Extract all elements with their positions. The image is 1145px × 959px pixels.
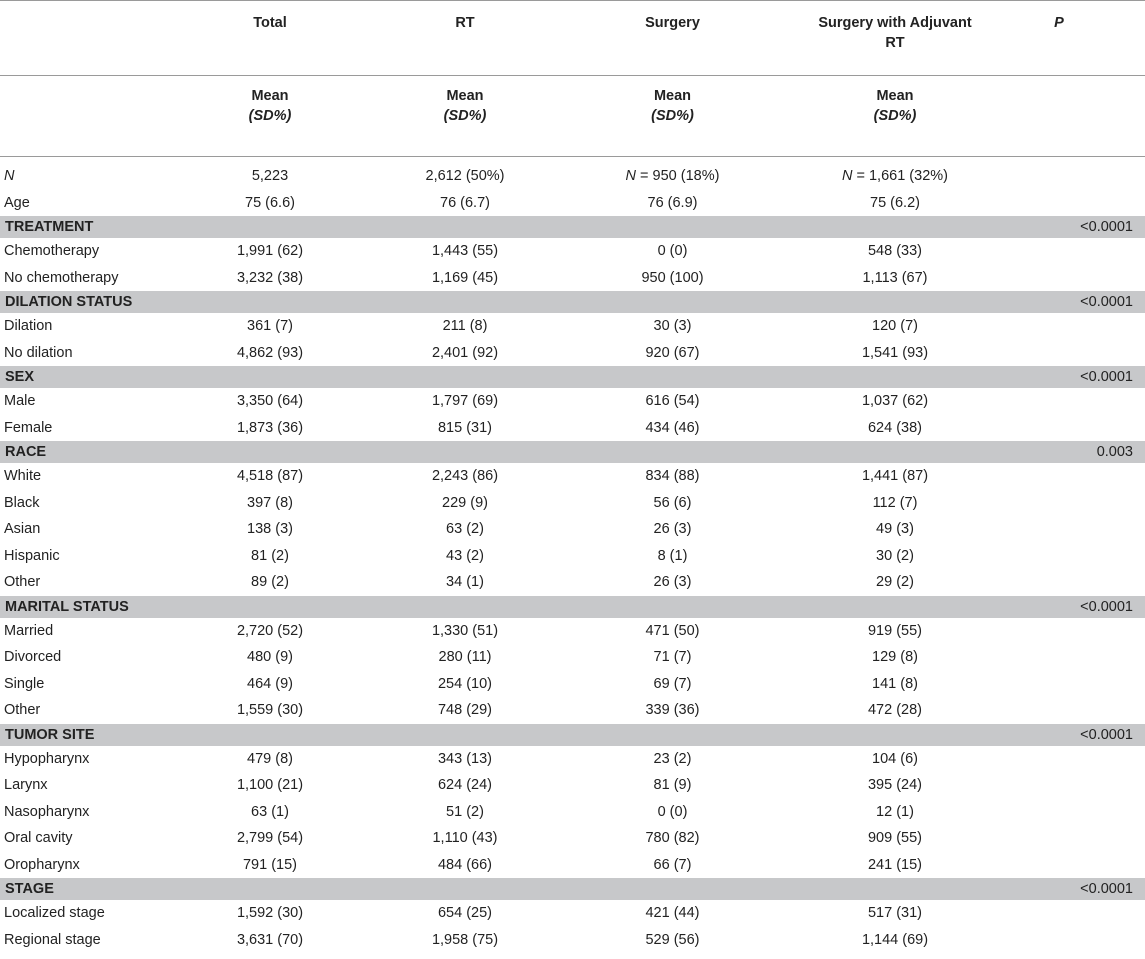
- row-p-cell: [1005, 825, 1145, 852]
- row-value-cell: 75 (6.6): [245, 194, 295, 211]
- section-header-row: [0, 596, 1145, 618]
- mean-label: Mean: [876, 88, 914, 104]
- table-row: [0, 340, 1145, 367]
- row-value-cell: 529 (56): [645, 931, 700, 948]
- row-value-cell: 1,037 (62): [861, 393, 929, 410]
- section-title: RACE: [0, 441, 1005, 463]
- row-value-cell: 120 (7): [872, 318, 918, 335]
- row-value-cell: 1,169 (45): [431, 269, 499, 286]
- row-label: Divorced: [4, 649, 62, 666]
- row-value-cell: 66 (7): [653, 856, 692, 873]
- section-header-row: [0, 291, 1145, 313]
- row-value-cell: 280 (11): [438, 649, 492, 666]
- table-row: [0, 900, 1145, 927]
- table-row: [0, 157, 1145, 190]
- row-value-cell: 75 (6.2): [870, 194, 920, 211]
- section-title: MARITAL STATUS: [0, 596, 1005, 618]
- row-p-cell: [1005, 746, 1145, 773]
- section-title: STAGE: [0, 878, 1005, 900]
- row-value-cell: 1,958 (75): [431, 931, 499, 948]
- row-p-cell: [1005, 313, 1145, 340]
- row-value-cell: N = 1,661 (32%): [841, 168, 948, 185]
- mean-label: Mean: [251, 88, 289, 104]
- row-label: Other: [4, 574, 41, 591]
- table-row: [0, 190, 1145, 217]
- row-value-cell: 480 (9): [247, 649, 293, 666]
- row-value-cell: 4,518 (87): [236, 468, 304, 485]
- table-row: [0, 415, 1145, 442]
- row-p-cell: [1005, 265, 1145, 292]
- col-header-surgery: Surgery: [645, 15, 700, 31]
- row-value-cell: 81 (9): [653, 777, 692, 794]
- row-label: Other: [4, 702, 41, 719]
- row-value-cell: 1,873 (36): [236, 419, 304, 436]
- column-header-row: [0, 1, 1145, 76]
- sd-label: (SD%): [651, 108, 694, 124]
- table-row: [0, 313, 1145, 340]
- row-value-cell: 484 (66): [437, 856, 492, 873]
- row-p-cell: [1005, 516, 1145, 543]
- row-value-cell: 2,243 (86): [431, 468, 499, 485]
- row-value-cell: 0 (0): [657, 243, 688, 260]
- row-value-cell: 1,592 (30): [236, 905, 304, 922]
- row-value-cell: 343 (13): [437, 750, 492, 767]
- row-value-cell: 138 (3): [247, 521, 293, 538]
- sd-label: (SD%): [248, 108, 292, 124]
- row-p-cell: [1005, 799, 1145, 826]
- row-value-cell: 2,401 (92): [431, 344, 499, 361]
- row-label: Nasopharynx: [4, 803, 90, 820]
- row-value-cell: 1,113 (67): [862, 269, 928, 286]
- row-value-cell: 1,110 (43): [432, 830, 498, 847]
- row-value-cell: 1,541 (93): [861, 344, 929, 361]
- row-p-cell: [1005, 340, 1145, 367]
- row-value-cell: 49 (3): [876, 521, 914, 538]
- table-row: [0, 618, 1145, 645]
- mean-label: Mean: [653, 88, 692, 104]
- col-header-surgery-adjuvant-rt: Surgery with Adjuvant RT: [818, 15, 972, 51]
- mean-label: Mean: [446, 88, 484, 104]
- row-p-cell: [1005, 671, 1145, 698]
- row-label: Larynx: [4, 777, 48, 794]
- row-label: N: [4, 168, 15, 185]
- row-label: No dilation: [4, 344, 73, 361]
- row-label: Asian: [4, 521, 41, 538]
- row-p-cell: [1005, 697, 1145, 724]
- row-value-cell: 1,144 (69): [861, 931, 929, 948]
- row-value-cell: 1,100 (21): [236, 777, 304, 794]
- row-value-cell: 1,443 (55): [431, 243, 499, 260]
- table-row: [0, 265, 1145, 292]
- section-header-row: [0, 216, 1145, 238]
- section-p-value: <0.0001: [1005, 878, 1145, 900]
- row-p-cell: [1005, 157, 1145, 190]
- row-value-cell: 56 (6): [653, 494, 692, 511]
- table-row: [0, 238, 1145, 265]
- row-p-cell: [1005, 852, 1145, 879]
- row-value-cell: 23 (2): [653, 750, 692, 767]
- table-row: [0, 463, 1145, 490]
- row-value-cell: 1,991 (62): [236, 243, 304, 260]
- row-label: Chemotherapy: [4, 243, 100, 260]
- row-label: Black: [4, 494, 40, 511]
- row-p-cell: [1005, 543, 1145, 570]
- row-value-cell: 30 (2): [876, 547, 914, 564]
- mean-sd-header: [560, 76, 785, 157]
- row-value-cell: 129 (8): [872, 649, 918, 666]
- row-value-cell: 241 (15): [867, 856, 922, 873]
- row-value-cell: 69 (7): [653, 675, 692, 692]
- row-value-cell: 112 (7): [872, 494, 918, 511]
- mean-sd-header-row: [0, 76, 1145, 157]
- row-value-cell: 3,350 (64): [236, 393, 304, 410]
- row-value-cell: 397 (8): [247, 494, 293, 511]
- row-label: Dilation: [4, 318, 53, 335]
- row-label: Female: [4, 419, 53, 436]
- row-value-cell: 30 (3): [653, 318, 692, 335]
- table-row: [0, 388, 1145, 415]
- mean-sd-header: [170, 76, 370, 157]
- row-p-cell: [1005, 618, 1145, 645]
- row-value-cell: 479 (8): [247, 750, 293, 767]
- row-value-cell: 780 (82): [645, 830, 700, 847]
- section-title: TUMOR SITE: [0, 724, 1005, 746]
- corner-cell: [0, 1, 170, 76]
- table-row: [0, 569, 1145, 596]
- row-value-cell: 43 (2): [446, 547, 484, 564]
- row-value-cell: 395 (24): [867, 777, 922, 794]
- row-value-cell: 950 (100): [641, 269, 704, 286]
- row-label: Age: [4, 194, 30, 211]
- n-symbol: N: [841, 168, 853, 185]
- row-value-cell: 12 (1): [876, 803, 914, 820]
- col-header-p: P: [1054, 15, 1064, 31]
- row-value-cell: 254 (10): [437, 675, 492, 692]
- row-value-cell: 339 (36): [645, 702, 700, 719]
- table-row: [0, 799, 1145, 826]
- row-p-cell: [1005, 644, 1145, 671]
- row-value-cell: 815 (31): [437, 419, 492, 436]
- section-title: TREATMENT: [0, 216, 1005, 238]
- row-label: Oropharynx: [4, 856, 80, 873]
- row-value-cell: 434 (46): [645, 419, 700, 436]
- section-p-value: 0.003: [1005, 441, 1145, 463]
- row-p-cell: [1005, 463, 1145, 490]
- row-value-cell: 909 (55): [867, 830, 922, 847]
- section-header-row: [0, 441, 1145, 463]
- row-value-cell: 472 (28): [867, 702, 922, 719]
- row-value-cell: 834 (88): [645, 468, 700, 485]
- row-value-cell: 2,720 (52): [236, 622, 304, 639]
- row-value-cell: 464 (9): [247, 675, 293, 692]
- row-value-cell: 51 (2): [446, 803, 484, 820]
- row-value-cell: 8 (1): [657, 547, 688, 564]
- row-label: Oral cavity: [4, 830, 73, 847]
- section-header-row: [0, 878, 1145, 900]
- table-row: [0, 697, 1145, 724]
- row-label: Male: [4, 393, 36, 410]
- table-row: [0, 825, 1145, 852]
- row-label: Single: [4, 675, 45, 692]
- row-value-cell: 0 (0): [657, 803, 688, 820]
- row-value-cell: 517 (31): [867, 905, 922, 922]
- row-value-cell: 1,441 (87): [861, 468, 929, 485]
- row-value-cell: 548 (33): [867, 243, 922, 260]
- row-value-cell: 104 (6): [872, 750, 918, 767]
- table-row: [0, 927, 1145, 954]
- table-row: [0, 516, 1145, 543]
- table-body: [0, 157, 1145, 954]
- row-value-cell: 34 (1): [446, 574, 484, 591]
- row-label: Hispanic: [4, 547, 60, 564]
- row-value-cell: 616 (54): [645, 393, 700, 410]
- row-value-cell: 624 (38): [867, 419, 922, 436]
- row-value-cell: 4,862 (93): [236, 344, 304, 361]
- row-p-cell: [1005, 569, 1145, 596]
- row-value-cell: 919 (55): [867, 622, 922, 639]
- table-row: [0, 671, 1145, 698]
- row-value-cell: 920 (67): [645, 344, 700, 361]
- row-label: Hypopharynx: [4, 750, 90, 767]
- row-label: No chemotherapy: [4, 269, 119, 286]
- table-row: [0, 772, 1145, 799]
- row-value-cell: 654 (25): [437, 905, 492, 922]
- row-p-cell: [1005, 772, 1145, 799]
- row-value-cell: 71 (7): [653, 649, 692, 666]
- row-value-cell: 791 (15): [242, 856, 297, 873]
- row-p-cell: [1005, 238, 1145, 265]
- row-value-cell: 748 (29): [437, 702, 492, 719]
- row-label: Married: [4, 622, 54, 639]
- row-label: Regional stage: [4, 931, 101, 948]
- section-header-row: [0, 724, 1145, 746]
- n-symbol: N: [625, 168, 637, 185]
- row-p-cell: [1005, 388, 1145, 415]
- row-value-cell: 1,330 (51): [431, 622, 499, 639]
- table-row: [0, 644, 1145, 671]
- table-row: [0, 746, 1145, 773]
- row-label: White: [4, 468, 42, 485]
- row-value-cell: 141 (8): [872, 675, 918, 692]
- row-value-cell: 2,799 (54): [236, 830, 304, 847]
- section-title: SEX: [0, 366, 1005, 388]
- row-value-cell: N = 950 (18%): [625, 168, 720, 185]
- table-row: [0, 490, 1145, 517]
- table-row: [0, 543, 1145, 570]
- row-p-cell: [1005, 900, 1145, 927]
- row-value-cell: 421 (44): [645, 905, 700, 922]
- row-label: Localized stage: [4, 905, 105, 922]
- section-p-value: <0.0001: [1005, 291, 1145, 313]
- row-value-cell: 211 (8): [442, 318, 488, 335]
- row-value-cell: 229 (9): [442, 494, 488, 511]
- sd-label: (SD%): [873, 108, 917, 124]
- row-value-cell: 63 (2): [446, 521, 484, 538]
- col-header-total: Total: [253, 15, 287, 31]
- sd-label: (SD%): [443, 108, 487, 124]
- row-value-cell: 76 (6.7): [440, 194, 490, 211]
- row-value-cell: 81 (2): [251, 547, 289, 564]
- row-value-cell: 26 (3): [653, 574, 692, 591]
- section-p-value: <0.0001: [1005, 216, 1145, 238]
- row-p-cell: [1005, 490, 1145, 517]
- row-p-cell: [1005, 190, 1145, 217]
- table-row: [0, 852, 1145, 879]
- row-p-cell: [1005, 927, 1145, 954]
- row-value-cell: 89 (2): [251, 574, 289, 591]
- row-value-cell: 76 (6.9): [647, 194, 698, 211]
- row-value-cell: 2,612 (50%): [425, 168, 505, 185]
- row-value-cell: 1,797 (69): [431, 393, 499, 410]
- row-value-cell: 471 (50): [645, 622, 700, 639]
- section-p-value: <0.0001: [1005, 724, 1145, 746]
- row-value-cell: 361 (7): [247, 318, 293, 335]
- row-value-cell: 26 (3): [653, 521, 692, 538]
- section-p-value: <0.0001: [1005, 366, 1145, 388]
- row-p-cell: [1005, 415, 1145, 442]
- row-value-cell: 3,232 (38): [236, 269, 304, 286]
- row-value-cell: 1,559 (30): [236, 702, 304, 719]
- row-value-cell: 63 (1): [251, 803, 289, 820]
- section-p-value: <0.0001: [1005, 596, 1145, 618]
- row-value-cell: 624 (24): [437, 777, 492, 794]
- section-title: DILATION STATUS: [0, 291, 1005, 313]
- mean-sd-header: [785, 76, 1005, 157]
- mean-sd-header: [370, 76, 560, 157]
- empty-p-cell: [1005, 76, 1145, 157]
- corner-cell-2: [0, 76, 170, 157]
- col-header-rt: RT: [455, 15, 475, 31]
- row-value-cell: 3,631 (70): [236, 931, 304, 948]
- row-value-cell: 29 (2): [876, 574, 914, 591]
- section-header-row: [0, 366, 1145, 388]
- row-value-cell: 5,223: [251, 168, 289, 185]
